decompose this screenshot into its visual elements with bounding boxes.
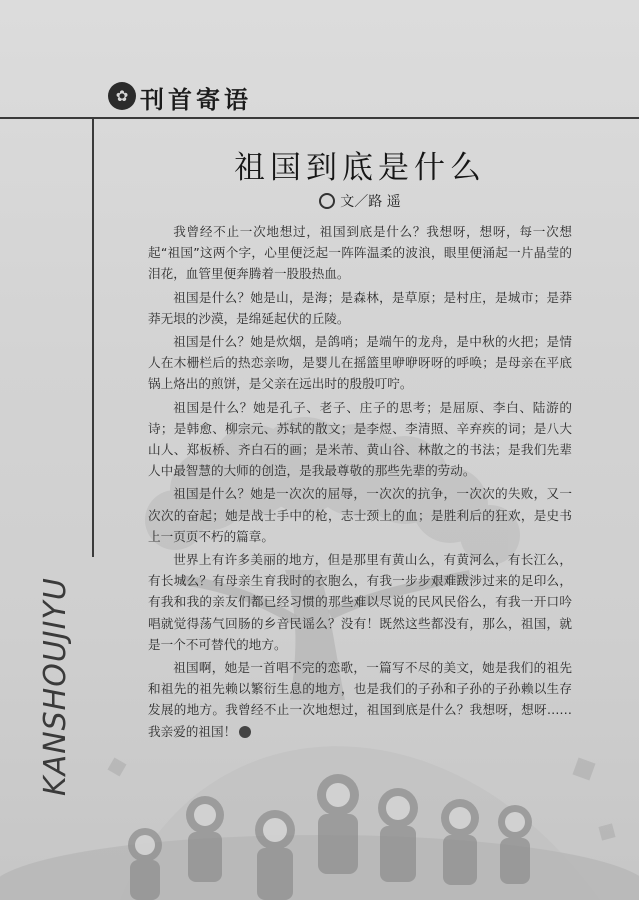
article-body <box>148 221 572 744</box>
paragraph: 祖国是什么？她是炊烟，是鸽哨；是端午的龙舟，是中秋的火把；是情人在木栅栏后的热恋亲吻，是婴儿在摇篮里咿咿呀呀的呼唤；是母亲在平底锅上烙出的煎饼，是父亲在远出时的殷殷叮咛。 <box>148 334 572 392</box>
column-name: 刊首寄语 <box>140 86 252 114</box>
article-title: 祖国到底是什么 <box>234 150 486 186</box>
column-logo-icon: ✿ <box>108 82 136 110</box>
vertical-rule <box>92 117 94 557</box>
paragraph-text: 祖国啊，她是一首唱不完的恋歌，一篇写不尽的美文，她是我们的祖先和祖先的祖先赖以繁衍生息的地方，也是我们的子孙和子孙的子孙赖以生存发展的地方。我曾经不止一次地想过，祖国到底是什么？我想呀，想呀……我亲爱的祖国！ <box>148 660 572 739</box>
byline-text: 文／路 遥 <box>340 194 401 210</box>
end-mark-icon <box>239 726 251 738</box>
paragraph: 祖国是什么？她是孔子、老子、庄子的思考；是屈原、李白、陆游的诗；是韩愈、柳宗元、苏轼的散文；是李煜、李清照、辛弃疾的词；是八大山人、郑板桥、齐白石的画；是米芾、黄山谷、林散之的书法；是我们先辈人中最智慧的大师的创造，是我最尊敬的那些先辈的劳动。 <box>148 399 572 479</box>
side-label: KANSHOUJIYU <box>38 577 73 796</box>
paragraph: 我曾经不止一次地想过，祖国到底是什么？我想呀，想呀，每一次想起“祖国”这两个字，心里便泛起一阵阵温柔的波浪，眼里便涌起一片晶莹的泪花，血管里便奔腾着一股股热血。 <box>148 224 572 282</box>
byline-circle-icon <box>319 193 335 209</box>
byline <box>150 191 570 211</box>
header-rule <box>0 117 639 119</box>
paragraph: 祖国是什么？她是山，是海；是森林，是草原；是村庄，是城市；是莽莽无垠的沙漠，是绵延起伏的丘陵。 <box>148 289 572 326</box>
last-paragraph <box>148 657 572 742</box>
paragraph: 世界上有许多美丽的地方，但是那里有黄山么，有黄河么，有长江么，有长城么？有母亲生育我时的衣胞么，有我一步步艰难跋涉过来的足印么，有我和我的亲友们都已经习惯的那些难以尽说的民风民俗么，有我一开口吟唱就觉得荡气回肠的乡音民谣么？没有！既然这些都没有，那么，祖国，就是一个不可替代的地方。 <box>148 552 572 652</box>
paragraph: 祖国是什么？她是一次次的屈辱，一次次的抗争，一次次的失败，又一次次的奋起；她是战士手中的枪，志士颈上的血；是胜利后的狂欢，是史书上一页页不朽的篇章。 <box>148 486 572 544</box>
